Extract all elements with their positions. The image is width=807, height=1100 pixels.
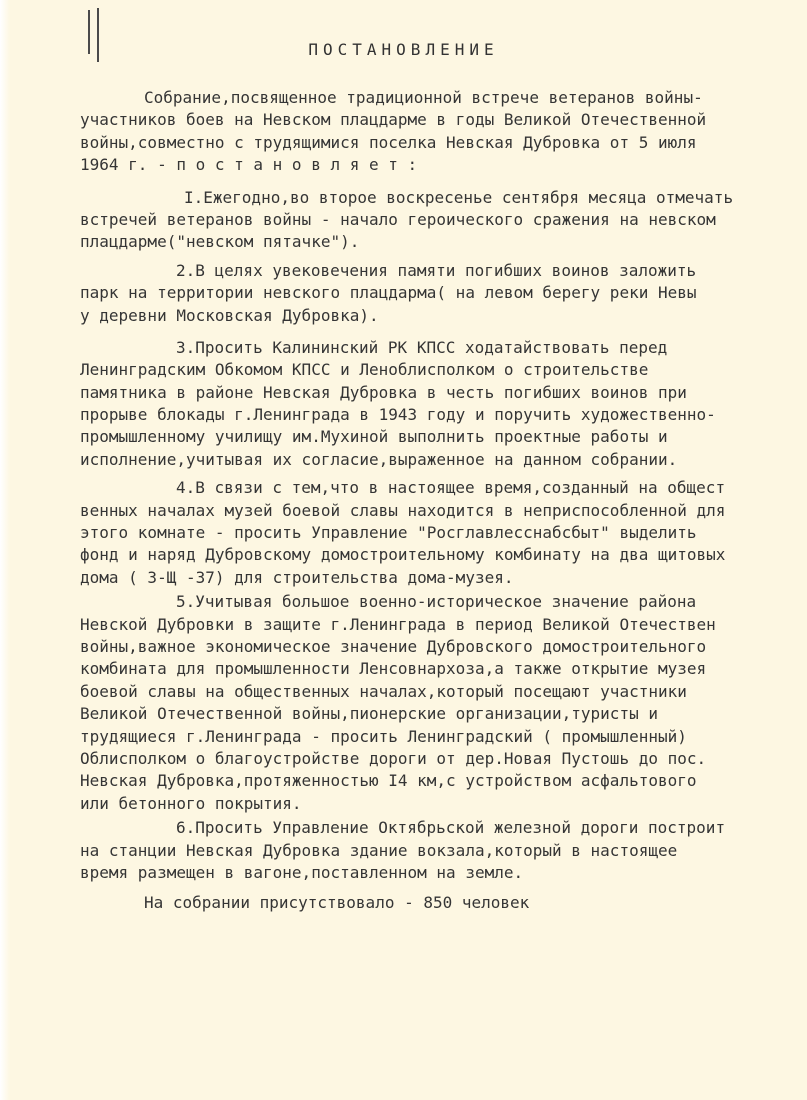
intro-paragraph bbox=[80, 87, 770, 177]
item-line: или бетонного покрытия. bbox=[80, 793, 302, 813]
item-line: трудящиеся г.Ленинграда - просить Ленинградский ( промышленный) bbox=[80, 726, 687, 746]
item-line: фонд и наряд Дубровскому домостроительному комбинату на два щитовых bbox=[80, 545, 726, 565]
intro-line: участников боев на Невском плацдарме в годы Великой Отечественной bbox=[80, 110, 707, 130]
item-line: венных началах музей боевой славы находится в неприспособленной для bbox=[80, 500, 726, 520]
item-line: Облисполком о благоустройстве дороги от дер.Новая Пустошь до пос. bbox=[80, 748, 707, 768]
item-line: встречей ветеранов войны - начало героического сражения на невском bbox=[80, 209, 716, 229]
item-line: 4.В связи с тем,что в настоящее время,созданный на общест bbox=[176, 478, 726, 498]
item-line: этого комнате - просить Управление "Росглавлесснабсбыт" выделить bbox=[80, 523, 697, 543]
scan-edge bbox=[0, 0, 10, 1100]
resolution-item-5 bbox=[80, 591, 770, 815]
item-line: I.Ежегодно,во второе воскресенье сентября месяца отмечать bbox=[184, 187, 734, 207]
item-line: на станции Невская Дубровка здание вокзала,который в настоящее bbox=[80, 840, 678, 860]
item-line: Невской Дубровки в защите г.Ленинграда в период Великой Отечествен bbox=[80, 614, 716, 634]
item-line: прорыве блокады г.Ленинграда в 1943 году и поручить художественно- bbox=[80, 405, 716, 425]
attendance-line: На собрании присутствовало - 850 человек bbox=[144, 893, 530, 913]
item-line: 6.Просить Управление Октябрьской железной дороги построит bbox=[176, 818, 726, 838]
item-line: исполнение,учитывая их согласие,выраженное на данном собрании. bbox=[80, 449, 678, 469]
document-title: ПОСТАНОВЛЕНИЕ bbox=[308, 40, 499, 59]
document-body bbox=[80, 87, 770, 915]
item-line: 2.В целях увековечения памяти погибших воинов заложить bbox=[176, 260, 697, 280]
item-line: Великой Отечественной войны,пионерские организации,туристы и bbox=[80, 704, 658, 724]
item-line: 3.Просить Калининский РК КПСС ходатайствовать перед bbox=[176, 337, 668, 357]
item-line: плацдарме("невском пятачке"). bbox=[80, 232, 360, 252]
resolution-item-3 bbox=[80, 337, 770, 471]
item-line: памятника в районе Невская Дубровка в честь погибших воинов при bbox=[80, 382, 687, 402]
item-line: парк на территории невского плацдарма( на левом берегу реки Невы bbox=[80, 283, 697, 303]
closing-note bbox=[80, 892, 770, 914]
item-line: Невская Дубровка,протяженностью I4 км,с устройством асфальтового bbox=[80, 771, 697, 791]
item-line: Ленинградским Обкомом КПСС и Леноблисполком о строительстве bbox=[80, 360, 649, 380]
intro-line: 1964 г. - п о с т а н о в л я е т : bbox=[80, 155, 418, 175]
item-line: 5.Учитывая большое военно-историческое значение района bbox=[176, 592, 697, 612]
item-line: боевой славы на общественных началах,который посещают участники bbox=[80, 681, 687, 701]
resolution-item-1 bbox=[80, 187, 770, 254]
item-line: войны,важное экономическое значение Дубровского домостроительного bbox=[80, 636, 707, 656]
item-line: дома ( З-Щ -37) для строительства дома-музея. bbox=[80, 567, 514, 587]
intro-line: войны,совместно с трудящимися поселка Невская Дубровка от 5 июля bbox=[80, 132, 697, 152]
intro-line: Собрание,посвященное традиционной встрече ветеранов войны- bbox=[144, 88, 703, 107]
resolution-item-6 bbox=[80, 817, 770, 884]
item-line: у деревни Московская Дубровка). bbox=[80, 305, 379, 325]
item-line: комбината для промышленности Ленсовнархоза,а также открытие музея bbox=[80, 659, 707, 679]
item-line: промышленному училищу им.Мухиной выполнить проектные работы и bbox=[80, 427, 668, 447]
resolution-item-2 bbox=[80, 260, 770, 327]
item-line: время размещен в вагоне,поставленном на земле. bbox=[80, 862, 524, 882]
resolution-item-4 bbox=[80, 477, 770, 589]
